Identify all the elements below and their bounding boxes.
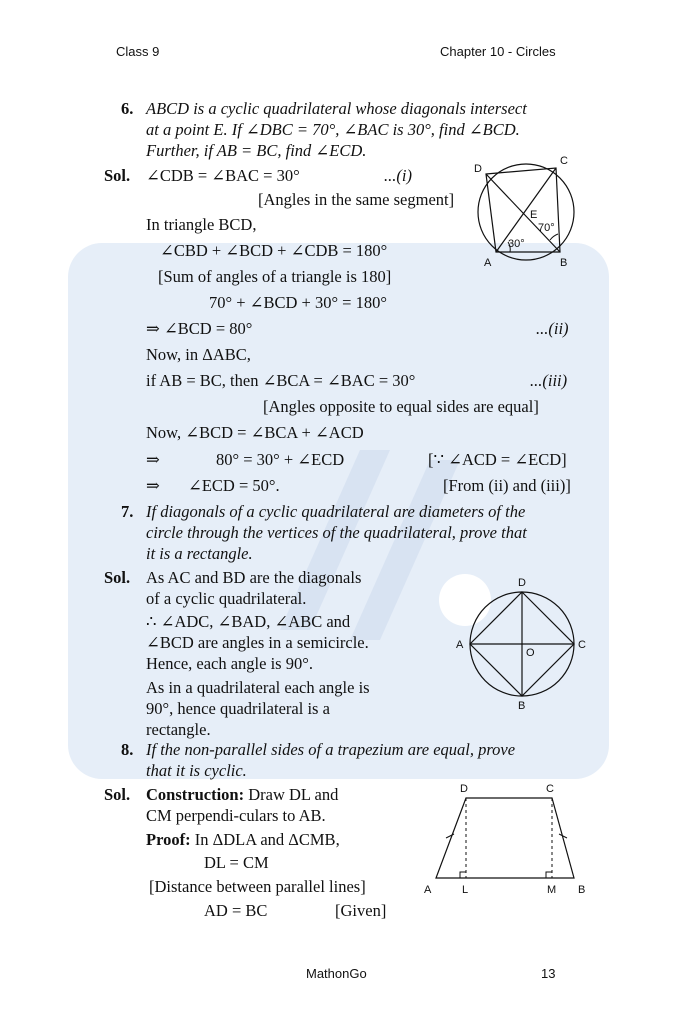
q7-step-4: ∠BCD are angles in a semicircle. [146,633,369,652]
q8-proof-3: [Distance between parallel lines] [149,877,366,896]
q6-line-2: at a point E. If ∠DBC = 70°, ∠BAC is 30°, find ∠BCD. [146,120,520,139]
q7-step-8: rectangle. [146,720,211,739]
q7-step-6: As in a quadrilateral each angle is [146,678,370,697]
q6-fig-label-a: A [484,257,492,269]
q7-step-7: 90°, hence quadrilateral is a [146,699,330,718]
q8-proof-4: AD = BC [204,901,268,920]
q6-fig-angle-70: 70° [538,222,555,234]
q6-step-7: ⇒ ∠BCD = 80° [146,319,253,338]
q6-step-1: ∠CDB = ∠BAC = 30° [146,166,300,185]
q7-fig-label-c: C [578,639,586,651]
q6-step-7-ref: ...(ii) [536,319,569,338]
q6-step-4: ∠CBD + ∠BCD + ∠CDB = 180° [160,241,388,260]
q6-step-5: [Sum of angles of a triangle is 180] [158,267,392,286]
q6-fig-label-c: C [560,155,568,167]
q6-step-13-arrow: ⇒ [146,476,160,495]
q6-step-12-arrow: ⇒ [146,450,160,469]
q8-proof-4-reason: [Given] [335,901,387,920]
q8-construction-2: CM perpendi-culars to AB. [146,806,326,825]
q8-construction-label: Construction: [146,785,245,804]
q8-fig-label-a: A [424,884,432,896]
q8-proof-2: DL = CM [204,853,269,872]
q6-step-13: ∠ECD = 50°. [188,476,280,495]
q6-fig-label-d: D [474,163,482,175]
q7-fig-label-b: B [518,700,526,712]
q7-fig-label-d: D [518,577,526,589]
footer-page-number: 13 [541,966,556,981]
q8-fig-label-l: L [462,884,469,896]
q8-proof-text: In ΔDLA and ΔCMB, [190,830,340,849]
q7-figure [450,572,590,712]
q8-sol-label: Sol. [104,785,131,804]
q7-line-2: circle through the vertices of the quadrilateral, prove that [146,523,527,542]
q8-construction-text: Draw DL and [244,785,339,804]
q6-fig-angle-30: 30° [508,238,525,250]
q7-step-3: ∴ ∠ADC, ∠BAD, ∠ABC and [146,612,351,631]
q6-step-8: Now, in ΔABC, [146,345,251,364]
q8-fig-label-b: B [578,884,586,896]
q6-line-3: Further, if AB = BC, find ∠ECD. [146,141,367,160]
q8-proof [146,830,340,850]
q7-step-5: Hence, each angle is 90°. [146,654,313,673]
q6-number: 6. [121,99,134,118]
q7-step-1: As AC and BD are the diagonals [146,568,362,587]
q6-step-12: 80° = 30° + ∠ECD [216,450,345,469]
q6-step-3: In triangle BCD, [146,215,257,234]
q8-figure [420,782,600,900]
q6-fig-label-e: E [530,209,538,221]
q7-sol-label: Sol. [104,568,131,587]
q8-proof-label: Proof: [146,830,191,849]
q7-line-1: If diagonals of a cyclic quadrilateral are diameters of the [146,502,526,521]
q8-construction [146,785,338,805]
q6-sol-label: Sol. [104,166,131,185]
q8-fig-label-d: D [460,783,468,795]
q6-step-13-reason: [From (ii) and (iii)] [443,476,571,495]
q7-fig-label-o: O [526,647,535,659]
q6-step-10: [Angles opposite to equal sides are equal] [263,397,539,416]
q8-fig-label-c: C [546,783,554,795]
q6-figure [468,154,588,274]
q6-line-1: ABCD is a cyclic quadrilateral whose diagonals intersect [146,99,527,118]
q6-step-12-reason: [∵ ∠ACD = ∠ECD] [428,450,567,469]
q8-line-2: that it is cyclic. [146,761,247,780]
footer-brand: MathonGo [306,966,367,981]
q7-number: 7. [121,502,134,521]
q7-line-3: it is a rectangle. [146,544,253,563]
q6-step-9: if AB = BC, then ∠BCA = ∠BAC = 30° [146,371,416,390]
q8-number: 8. [121,740,134,759]
header-class: Class 9 [116,44,160,59]
q6-step-11: Now, ∠BCD = ∠BCA + ∠ACD [146,423,364,442]
header-chapter: Chapter 10 - Circles [440,44,556,59]
q6-step-9-ref: ...(iii) [530,371,568,390]
q8-line-1: If the non-parallel sides of a trapezium are equal, prove [146,740,516,759]
q6-step-6: 70° + ∠BCD + 30° = 180° [209,293,387,312]
q6-fig-label-b: B [560,257,568,269]
q7-fig-label-a: A [456,639,464,651]
q6-step-2: [Angles in the same segment] [258,190,455,209]
q8-fig-label-m: M [547,884,557,896]
q6-step-1-ref: ...(i) [384,166,412,185]
q7-step-2: of a cyclic quadrilateral. [146,589,307,608]
